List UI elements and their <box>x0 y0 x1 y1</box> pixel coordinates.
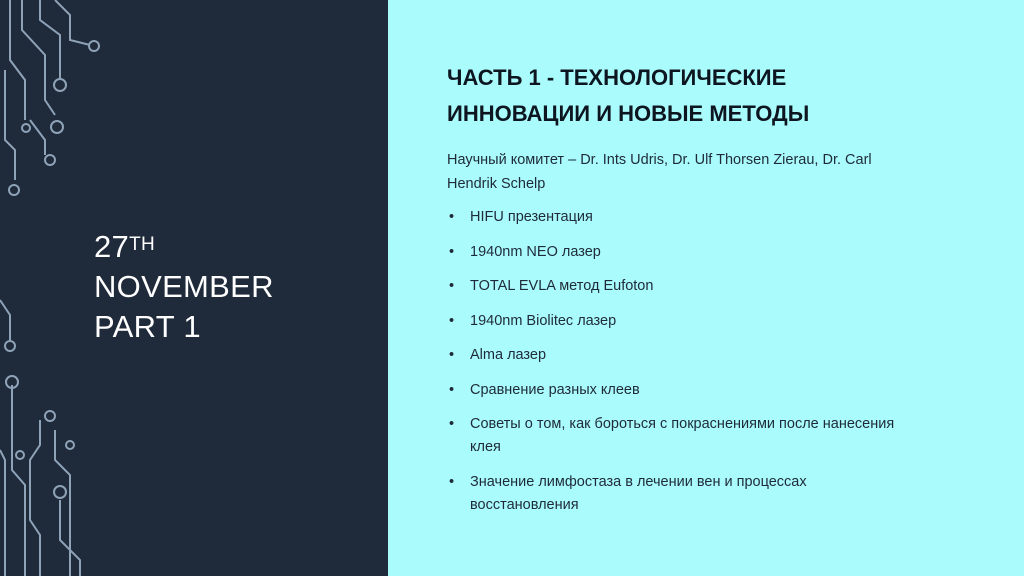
bullet-text: Alma лазер <box>470 347 547 363</box>
part-line: PART 1 <box>94 309 201 344</box>
bullet-text: 1940nm NEO лазер <box>470 243 601 260</box>
date-suffix: TH <box>129 234 156 255</box>
list-item <box>447 471 917 517</box>
list-item <box>447 206 917 229</box>
bullet-dot: • <box>449 278 455 294</box>
bullet-text: TOTAL EVLA метод Eufoton <box>470 278 654 294</box>
title-line-1: ЧАСТЬ 1 - ТЕХНОЛОГИЧЕСКИЕ <box>447 65 787 90</box>
list-item <box>447 379 917 402</box>
bullet-dot: • <box>449 312 455 329</box>
bullet-text: Сравнение разных клеев <box>470 381 640 398</box>
bullet-dot: • <box>449 381 455 398</box>
list-item <box>447 344 917 367</box>
list-item <box>447 241 917 264</box>
list-item <box>447 275 917 298</box>
bullet-list <box>447 206 917 528</box>
date-line <box>94 227 274 267</box>
date-number: 27 <box>94 229 130 264</box>
bullet-text: Советы о том, как бороться с покраснениями после нанесения клея <box>470 416 895 455</box>
bullet-dot: • <box>449 209 455 225</box>
month-line: NOVEMBER <box>94 269 274 304</box>
scientific-committee: Научный комитет – Dr. Ints Udris, Dr. Ulf Thorsen Zierau, Dr. Carl Hendrik Schelp <box>447 152 872 192</box>
bullet-dot: • <box>449 416 455 432</box>
list-item <box>447 310 917 333</box>
slide-title <box>447 60 967 132</box>
list-item <box>447 413 917 459</box>
bullet-text: 1940nm Biolitec лазер <box>470 312 617 329</box>
bullet-dot: • <box>449 347 455 363</box>
bullet-dot: • <box>449 243 455 260</box>
bullet-text: HIFU презентация <box>470 209 593 225</box>
bullet-dot: • <box>449 473 455 490</box>
bullet-text: Значение лимфостаза в лечении вен и процессах восстановления <box>470 473 807 513</box>
left-panel <box>0 0 388 576</box>
title-line-2: ИННОВАЦИИ И НОВЫЕ МЕТОДЫ <box>447 101 810 126</box>
date-block <box>94 227 274 347</box>
